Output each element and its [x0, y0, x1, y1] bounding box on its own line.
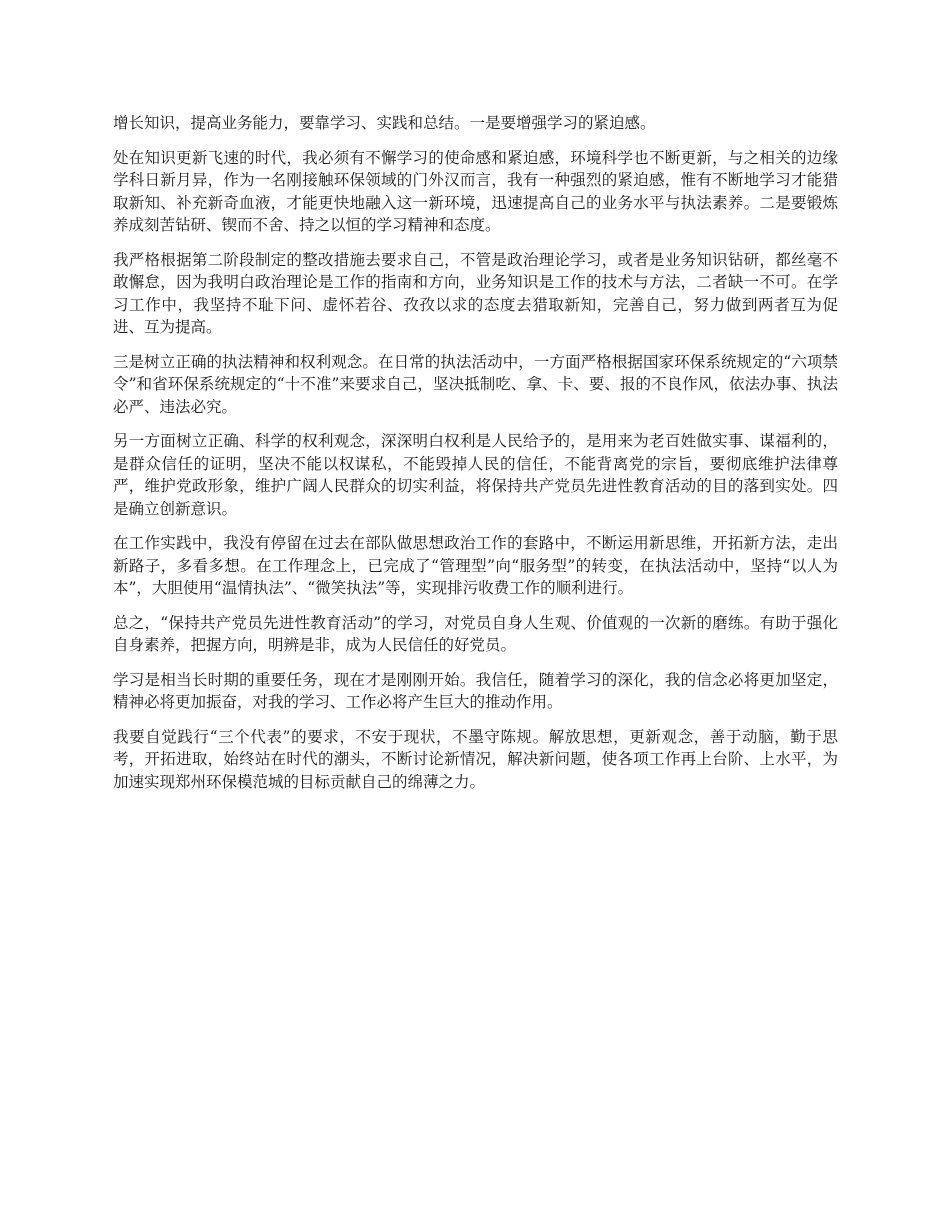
document-body: [113, 112, 838, 805]
paragraph-5: 另一方面树立正确、科学的权利观念，深深明白权利是人民给予的，是用来为老百姓做实事、谋福利的，是群众信任的证明，坚决不能以权谋私，不能毁掉人民的信任，不能背离党的宗旨，要彻底维护法律尊严，维护党政形象，维护广阔人民群众的切实利益，将保持共产党员先进性教育活动的目的落到实处。四是确立创新意识。: [113, 432, 838, 518]
paragraph-3: 我严格根据第二阶段制定的整改措施去要求自己，不管是政治理论学习，或者是业务知识钻研，都丝毫不敢懈怠，因为我明白政治理论是工作的指南和方向，业务知识是工作的技术与方法，二者缺一不可。在学习工作中，我坚持不耻下问、虚怀若谷、孜孜以求的态度去猎取新知，完善自己，努力做到两者互为促进、互为提高。: [113, 250, 838, 336]
paragraph-1: 增长知识，提高业务能力，要靠学习、实践和总结。一是要增强学习的紧迫感。: [113, 114, 656, 132]
paragraph-6: 在工作实践中，我没有停留在过去在部队做思想政治工作的套路中，不断运用新思维，开拓新方法，走出新路子，多看多想。在工作理念上，已完成了“管理型”向“服务型”的转变，在执法活动中，坚持“以人为本”，大胆使用“温情执法”、“微笑执法”等，实现排污收费工作的顺利进行。: [113, 534, 838, 597]
paragraph-8: 学习是相当长时期的重要任务，现在才是刚刚开始。我信任，随着学习的深化，我的信念必将更加坚定，精神必将更加振奋，对我的学习、工作必将产生巨大的推动作用。: [113, 670, 838, 711]
paragraph-4: 三是树立正确的执法精神和权利观念。在日常的执法活动中，一方面严格根据国家环保系统规定的“六项禁令”和省环保系统规定的“十不准”来要求自己，坚决抵制吃、拿、卡、要、报的不良作风，依法办事、执法必严、违法必究。: [113, 352, 838, 416]
paragraph-9: 我要自觉践行“三个代表”的要求，不安于现状，不墨守陈规。解放思想，更新观念，善于动脑，勤于思考，开拓进取，始终站在时代的潮头，不断讨论新情况，解决新问题，使各项工作再上台阶、上水平，为加速实现郑州环保模范城的目标贡献自己的绵薄之力。: [113, 727, 838, 791]
paragraph-7: 总之，“保持共产党员先进性教育活动”的学习，对党员自身人生观、价值观的一次新的磨练。有助于强化自身素养，把握方向，明辨是非，成为人民信任的好党员。: [113, 613, 838, 654]
paragraph-2: 处在知识更新飞速的时代，我必须有不懈学习的使命感和紧迫感，环境科学也不断更新，与之相关的边缘学科日新月异，作为一名刚接触环保领域的门外汉而言，我有一种强烈的紧迫感，惟有不断地学习才能猎取新知、补充新奇血液，才能更快地融入这一新环境，迅速提高自己的业务水平与执法素养。二是要锻炼养成刻苦钻研、锲而不舍、持之以恒的学习精神和态度。: [113, 148, 838, 234]
